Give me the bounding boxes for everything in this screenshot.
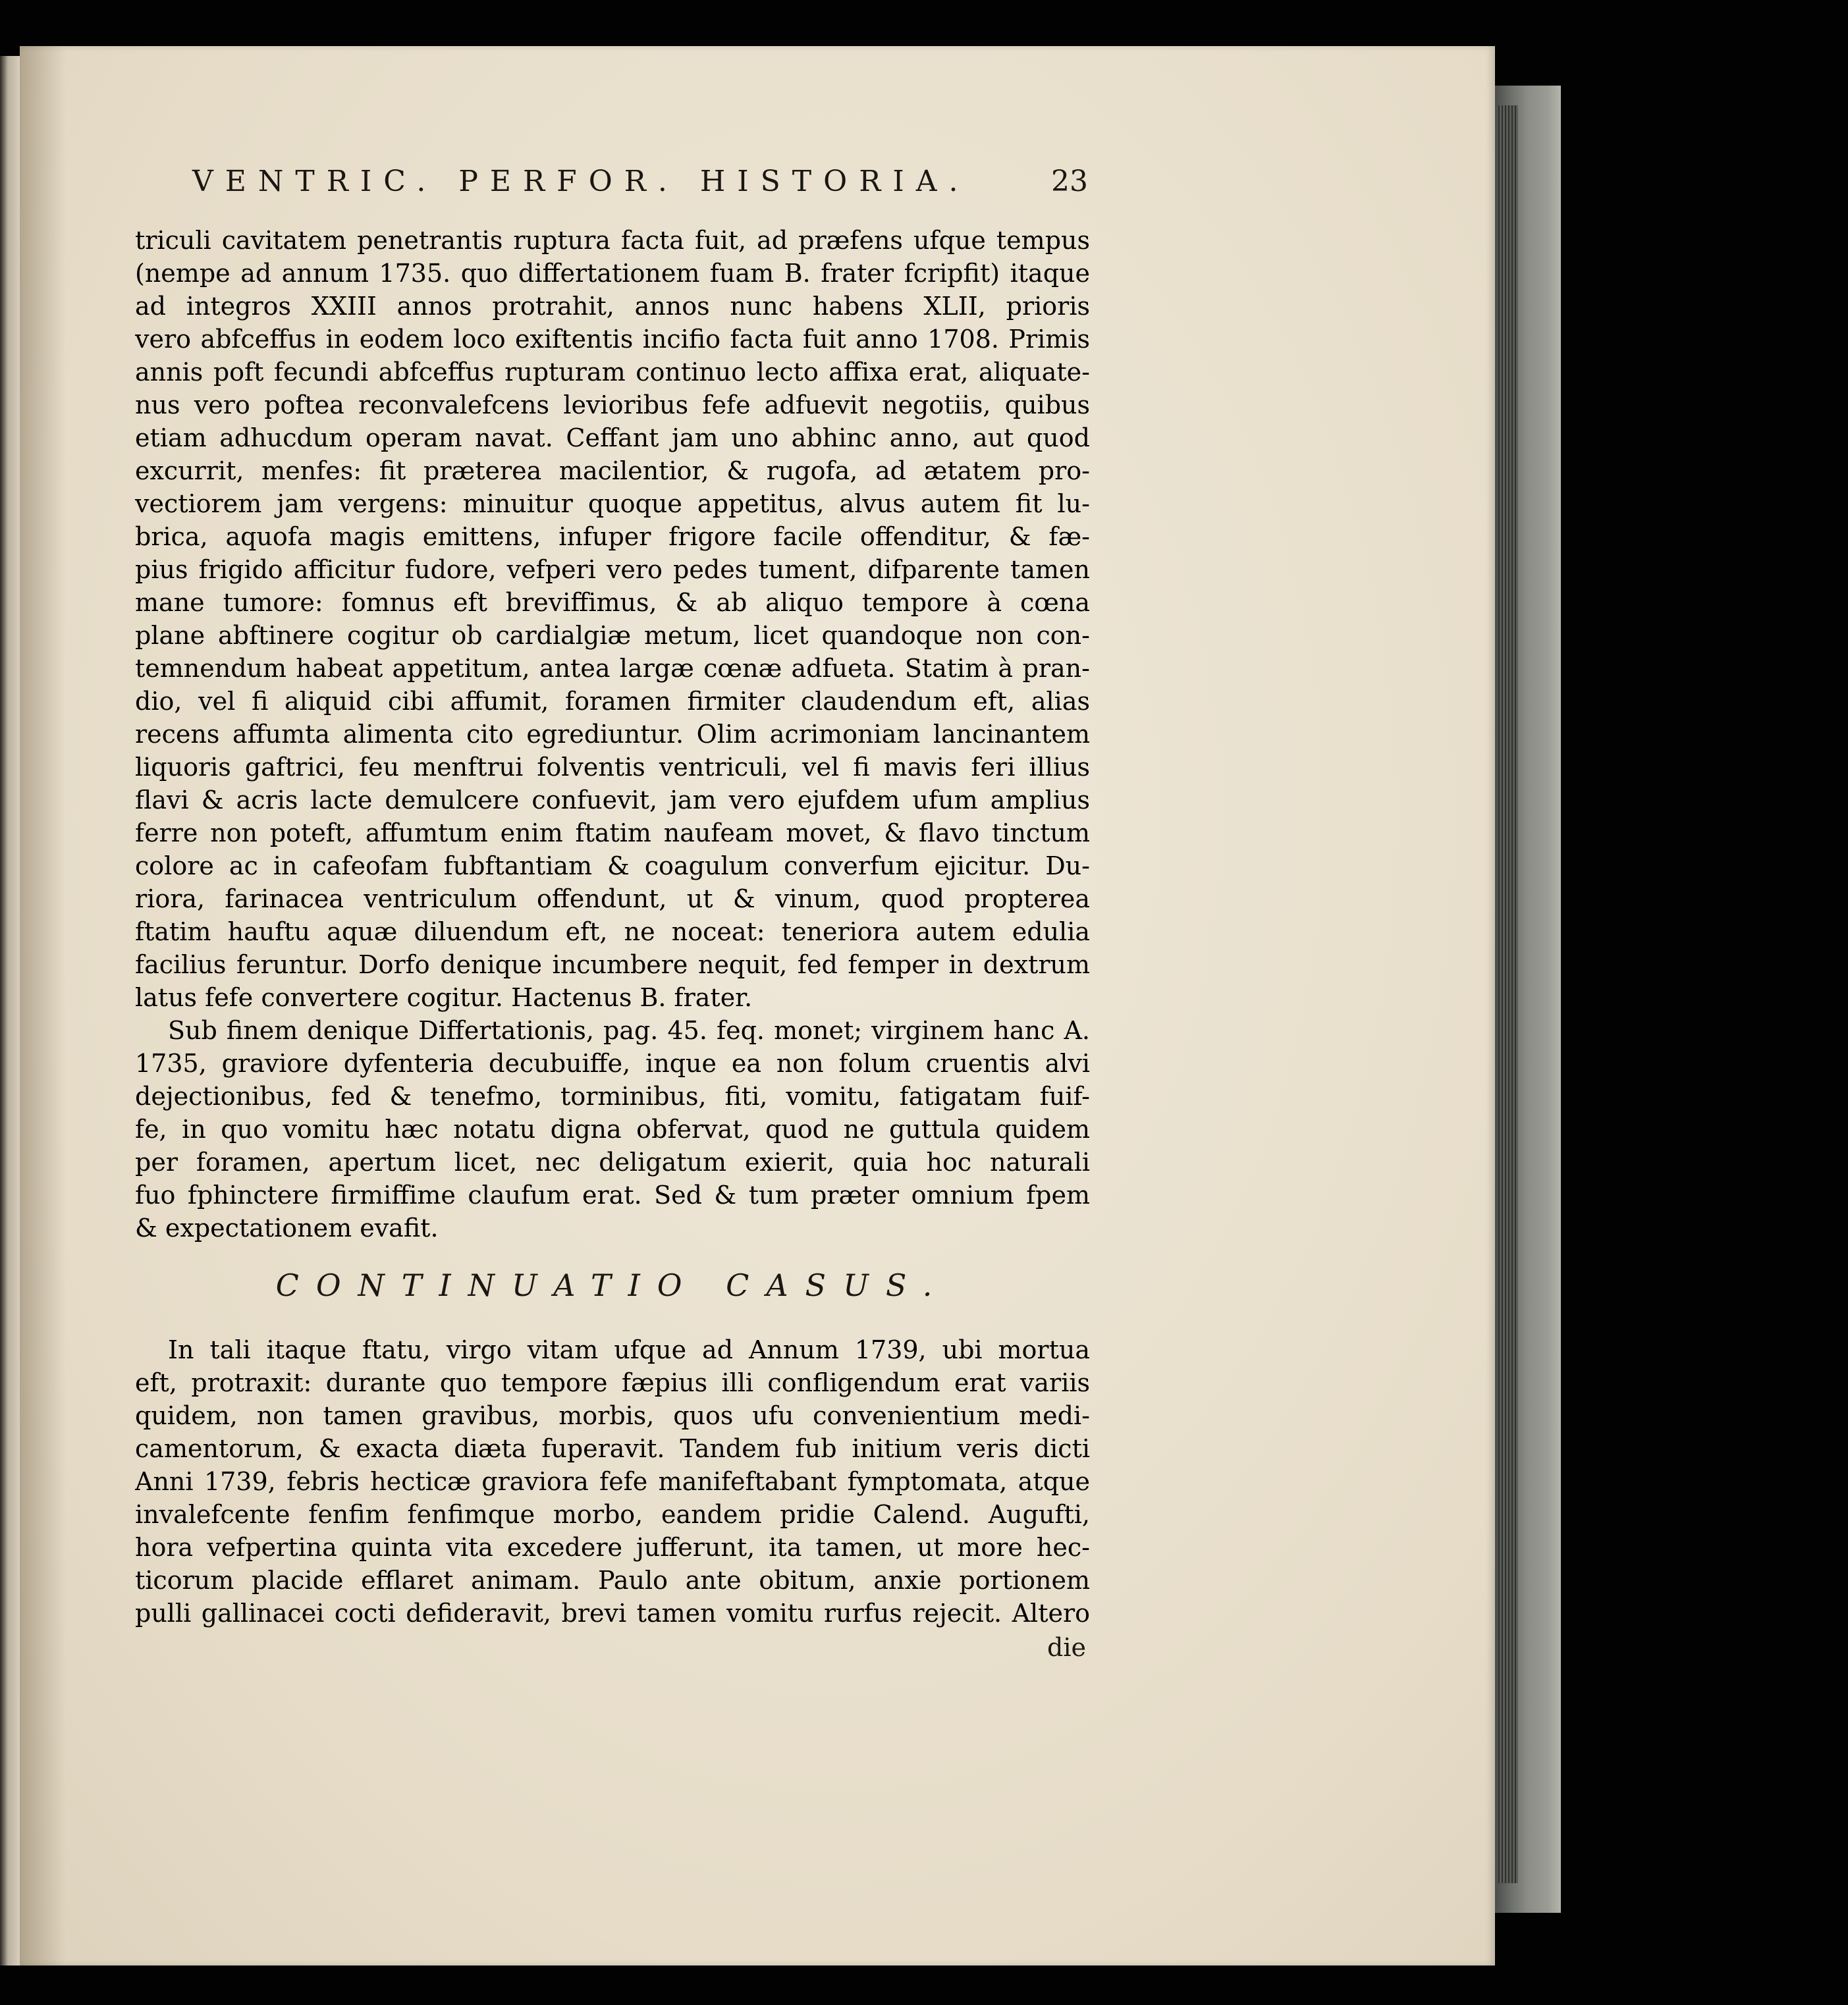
text-line: brica, aquofa magis emittens, infuper frigore facile offenditur, & fæ- — [135, 522, 1090, 551]
text-line: annis poft fecundi abfceffus rupturam continuo lecto affixa erat, aliquate- — [135, 358, 1090, 387]
text-line: Anni 1739, febris hecticæ graviora fefe manifeftabant fymptomata, atque — [135, 1467, 1090, 1496]
running-head — [192, 165, 1088, 204]
text-line: per foramen, apertum licet, nec deligatum exierit, quia hoc naturali — [135, 1148, 1090, 1177]
text-line: Sub finem denique Differtationis, pag. 45. feq. monet; virginem hanc A. — [168, 1016, 1090, 1045]
text-line: ferre non poteft, affumtum enim ftatim naufeam movet, & flavo tinctum — [135, 818, 1090, 847]
text-line: liquoris gaftrici, feu menftrui folventis ventriculi, vel fi mavis feri illius — [135, 753, 1090, 782]
paragraph-2 — [135, 1014, 1090, 1244]
section-title: CONTINUATIO CASUS. — [275, 1268, 950, 1303]
text-line: nus vero poftea reconvalefcens levioribus fefe adfuevit negotiis, quibus — [135, 390, 1090, 419]
text-line: fuo fphinctere firmiffime claufum erat. Sed & tum præter omnium fpem — [135, 1181, 1090, 1210]
text-line: & expectationem evafit. — [135, 1214, 439, 1243]
text-line: plane abftinere cogitur ob cardialgiæ metum, licet quandoque non con- — [135, 621, 1090, 650]
text-line: temnendum habeat appetitum, antea largæ cœnæ adfueta. Statim à pran- — [135, 654, 1090, 683]
text-line: flavi & acris lacte demulcere confuevit, jam vero ejufdem ufum amplius — [135, 786, 1090, 815]
text-line: triculi cavitatem penetrantis ruptura facta fuit, ad præfens ufque tempus — [135, 226, 1090, 255]
text-line: vectiorem jam vergens: minuitur quoque appetitus, alvus autem fit lu- — [135, 489, 1090, 518]
text-line: invalefcente fenfim fenfimque morbo, eandem pridie Calend. Augufti, — [135, 1500, 1090, 1529]
gutter-shadow — [20, 46, 66, 1965]
text-line: dejectionibus, fed & tenefmo, torminibus, fiti, vomitu, fatigatam fuif- — [135, 1082, 1090, 1111]
text-line: etiam adhucdum operam navat. Ceffant jam uno abhinc anno, aut quod — [135, 423, 1090, 452]
text-line: 1735, graviore dyfenteria decubuiffe, inque ea non folum cruentis alvi — [135, 1049, 1090, 1078]
page-number: 23 — [1051, 165, 1088, 198]
text-line: eft, protraxit: durante quo tempore fæpius illi confligendum erat variis — [135, 1368, 1090, 1397]
text-line: latus fefe convertere cogitur. Hactenus B. frater. — [135, 983, 753, 1012]
text-line: excurrit, menfes: fit præterea macilentior, & rugofa, ad ætatem pro- — [135, 456, 1090, 485]
running-head-title: VENTRIC. PERFOR. HISTORIA. — [192, 165, 970, 198]
paragraph-3 — [135, 1333, 1090, 1630]
text-line: fe, in quo vomitu hæc notatu digna obfervat, quod ne guttula quidem — [135, 1115, 1090, 1144]
text-line: hora vefpertina quinta vita excedere jufferunt, ita tamen, ut more hec- — [135, 1533, 1090, 1562]
paragraph-1 — [135, 224, 1090, 1244]
text-line: quidem, non tamen gravibus, morbis, quos ufu convenientium medi- — [135, 1401, 1090, 1430]
text-line: riora, farinacea ventriculum offendunt, ut & vinum, quod propterea — [135, 884, 1090, 913]
text-line: ftatim hauftu aquæ diluendum eft, ne noceat: teneriora autem edulia — [135, 917, 1090, 946]
text-line: colore ac in cafeofam fubftantiam & coagulum converfum ejicitur. Du- — [135, 851, 1090, 880]
text-line: (nempe ad annum 1735. quo differtationem fuam B. frater fcripfit) itaque — [135, 259, 1090, 288]
text-line: dio, vel fi aliquid cibi affumit, foramen firmiter claudendum eft, alias — [135, 687, 1090, 716]
text-line: recens affumta alimenta cito egrediuntur. Olim acrimoniam lancinantem — [135, 720, 1090, 749]
text-line: camentorum, & exacta diæta fuperavit. Tandem fub initium veris dicti — [135, 1434, 1090, 1463]
text-line: pulli gallinacei cocti defideravit, brevi tamen vomitu rurfus rejecit. Altero — [135, 1599, 1090, 1628]
left-page-edge — [0, 56, 20, 1965]
text-line: ticorum placide efflaret animam. Paulo ante obitum, anxie portionem — [135, 1566, 1090, 1595]
text-line: vero abfceffus in eodem loco exiftentis incifio facta fuit anno 1708. Primis — [135, 325, 1090, 354]
page-stack-lines — [1498, 105, 1518, 1883]
catchword: die — [1047, 1633, 1086, 1662]
text-line: facilius feruntur. Dorfo denique incumbere nequit, fed femper in dextrum — [135, 950, 1090, 979]
text-line: mane tumore: fomnus eft breviffimus, & ab aliquo tempore à cœna — [135, 588, 1090, 617]
text-line: ad integros XXIII annos protrahit, annos nunc habens XLII, prioris — [135, 292, 1090, 321]
text-line: pius frigido afficitur fudore, vefperi vero pedes tument, difparente tamen — [135, 555, 1090, 584]
text-line: In tali itaque ftatu, virgo vitam ufque ad Annum 1739, ubi mortua — [168, 1335, 1090, 1364]
